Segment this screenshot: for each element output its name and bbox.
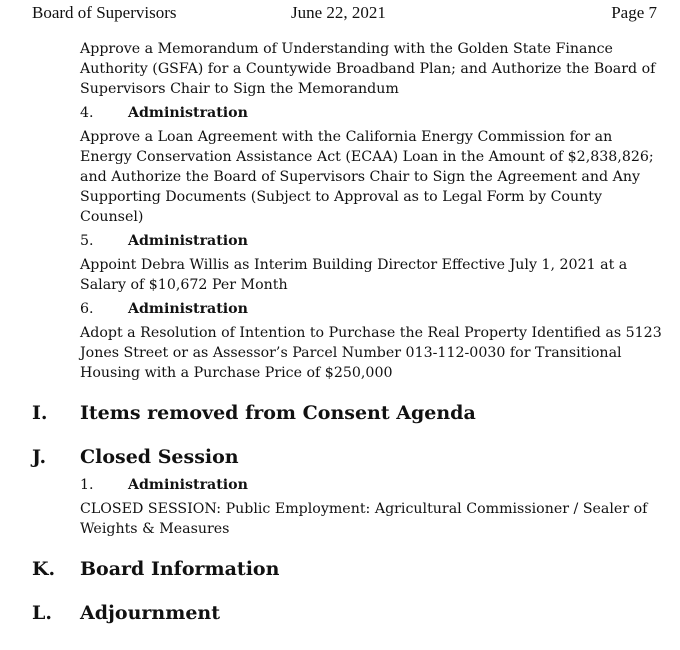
section-letter: L. — [32, 602, 52, 624]
header-page-number: Page 7 — [611, 3, 657, 22]
paragraph-line: Supporting Documents (Subject to Approval as to Legal Form by County — [80, 189, 602, 205]
paragraph-line: Authority (GSFA) for a Countywide Broadband Plan; and Authorize the Board of — [80, 61, 656, 77]
intro-paragraph — [80, 39, 665, 99]
paragraph-line: Salary of $10,672 Per Month — [80, 277, 288, 293]
closed-session-item-text — [80, 499, 665, 539]
item-number: 5. — [80, 233, 94, 249]
header-board-name: Board of Supervisors — [32, 3, 177, 22]
agenda-item-4-heading — [80, 103, 665, 123]
paragraph-line: Weights & Measures — [80, 521, 230, 537]
agenda-item-5-heading — [80, 231, 665, 251]
section-l-heading — [32, 601, 665, 625]
item-number: 1. — [80, 477, 94, 493]
header-date: June 22, 2021 — [291, 3, 386, 22]
section-letter: K. — [32, 558, 56, 580]
paragraph-line: CLOSED SESSION: Public Employment: Agricultural Commissioner / Sealer of — [80, 501, 648, 517]
agenda-item-4-text — [80, 127, 665, 227]
paragraph-line: Counsel) — [80, 209, 144, 225]
item-title: Administration — [128, 105, 248, 121]
section-letter: J. — [32, 446, 47, 468]
paragraph-line: Housing with a Purchase Price of $250,000 — [80, 365, 393, 381]
section-title: Items removed from Consent Agenda — [80, 402, 476, 424]
paragraph-line: and Authorize the Board of Supervisors Chair to Sign the Agreement and Any — [80, 169, 641, 185]
paragraph-line: Energy Conservation Assistance Act (ECAA) Loan in the Amount of $2,838,826; — [80, 149, 654, 165]
section-letter: I. — [32, 402, 48, 424]
item-title: Administration — [128, 233, 248, 249]
agenda-content — [32, 39, 665, 635]
paragraph-line: Supervisors Chair to Sign the Memorandum — [80, 81, 399, 97]
paragraph-line: Adopt a Resolution of Intention to Purchase the Real Property Identified as 5123 — [80, 325, 662, 341]
section-i-heading — [32, 401, 665, 425]
item-number: 4. — [80, 105, 94, 121]
agenda-item-5-text — [80, 255, 665, 295]
page-header — [32, 3, 657, 25]
section-k-heading — [32, 557, 665, 581]
agenda-item-6-heading — [80, 299, 665, 319]
paragraph-line: Approve a Memorandum of Understanding with the Golden State Finance — [80, 41, 613, 57]
paragraph-line: Jones Street or as Assessor’s Parcel Number 013-112-0030 for Transitional — [80, 345, 622, 361]
section-j-heading — [32, 445, 665, 469]
paragraph-line: Appoint Debra Willis as Interim Building Director Effective July 1, 2021 at a — [80, 257, 628, 273]
closed-session-item-heading — [80, 475, 665, 495]
item-title: Administration — [128, 477, 248, 493]
section-title: Closed Session — [80, 446, 239, 468]
section-title: Board Information — [80, 558, 280, 580]
agenda-item-6-text — [80, 323, 665, 383]
item-title: Administration — [128, 301, 248, 317]
section-title: Adjournment — [80, 602, 220, 624]
paragraph-line: Approve a Loan Agreement with the California Energy Commission for an — [80, 129, 613, 145]
item-number: 6. — [80, 301, 94, 317]
